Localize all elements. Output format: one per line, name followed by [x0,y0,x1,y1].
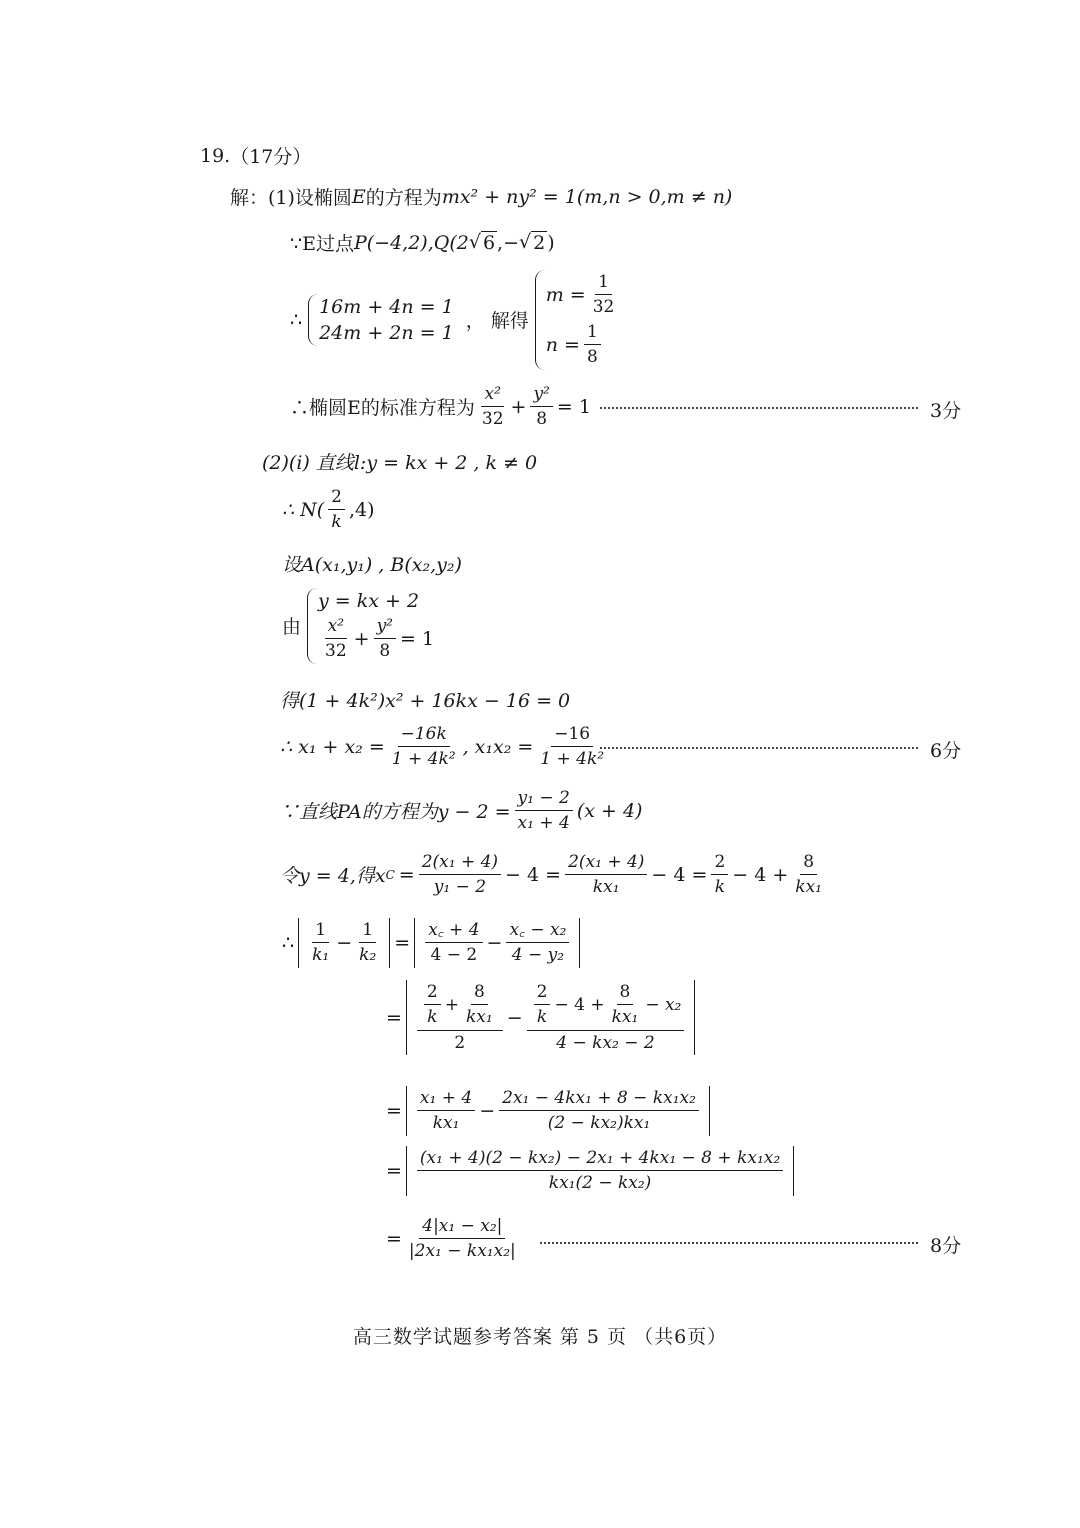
question-number: 19. [200,144,231,167]
dotted-leader-3 [600,407,918,409]
n2-tail: − x₂ [645,994,682,1015]
sqrt-2: √ 2 [519,231,546,254]
n1b-num: 8 [471,982,488,1005]
l4-num: (x₁ + 4)(2 − kx₂) − 2x₁ + 4kx₁ − 8 + kx₁x₂ [417,1148,783,1171]
std-prefix: ∴椭圆E的标准方程为 [290,397,475,420]
xc1-num: 2(x₁ + 4) [419,852,501,875]
between-sep: ,− [497,231,520,254]
system-row-1: 16m + 4n = 1 [319,295,454,318]
passes-points-line [290,229,555,256]
n-prefix: ∴ N( [282,498,325,521]
abs-nested [406,980,695,1055]
dotted-leader-6 [600,747,918,749]
xc-eq: = [398,863,415,886]
nx-den: k [331,512,342,533]
ellipse-condition: (m,n > 0,m ≠ n) [576,185,733,208]
pa-slope-fraction [515,788,573,834]
l3-frac-1 [417,1088,475,1134]
xc-line [280,852,829,898]
therefore-sign: ∴ [290,308,303,331]
n1-plus: + [444,994,459,1015]
final-num: 4|x₁ − x₂| [419,1216,505,1239]
eq-text: 的方程为 [365,187,442,209]
l3-minus: − [479,1099,496,1122]
standard-equation-line [290,384,591,430]
sqrt2-value: 2 [533,232,546,254]
sys-x2-num: x² [325,616,347,639]
point-n-line [282,487,375,533]
derivation-line-3 [386,1086,714,1136]
n-fraction [584,322,601,368]
l3f1-den: kx₁ [432,1113,460,1134]
xc4-num: 8 [800,852,817,875]
system-brace [308,294,460,346]
sys-eq: = 1 [400,627,435,650]
plus-sign: + [510,395,527,418]
deriv-therefore: ∴ [282,931,295,954]
line-pa [280,788,642,834]
y2-num: y² [530,384,552,407]
n2a-num: 2 [534,982,551,1005]
pa-den: x₁ + 4 [517,813,570,834]
l3-frac-2 [499,1088,699,1134]
l4-den: kx₁(2 − kx₂) [548,1173,652,1194]
n2b-num: 8 [617,982,634,1005]
n1a-num: 2 [424,982,441,1005]
sys-y2-num: y² [374,616,396,639]
n2a-den: k [536,1007,548,1028]
n2a [534,982,551,1028]
abs-minus: − [336,931,353,954]
n-postfix: ,4) [349,498,375,521]
m-den: 32 [592,297,615,318]
ling-text: 令y = 4,得x [280,865,386,888]
inv-k2-den: k₂ [359,945,377,966]
nested-frac-1 [417,982,503,1053]
slope2-den: 4 − y₂ [511,945,565,966]
slope-frac-2 [506,920,569,966]
quadratic-line [280,686,570,713]
ellipse-symbol: E [351,185,366,208]
xc-frac-3 [711,852,728,898]
n1b [463,982,496,1028]
inv-k1 [309,920,332,966]
dotted-leader-8 [540,1242,918,1244]
score-8: 8分 [930,1235,962,1257]
xc2-den: kx₁ [592,877,620,898]
vieta-line [280,724,611,770]
xc-frac-1 [419,852,501,898]
vieta-sum-lhs: ∴ x₁ + x₂ = [280,735,385,758]
xc-minus4-b: − 4 = [651,863,708,886]
xc-frac-2 [565,852,647,898]
deriv-eq-4: = [386,1159,402,1182]
vieta-prod-fraction [537,724,607,770]
system2-line [282,588,446,664]
n-x-fraction [328,487,345,533]
xc-minus4-a: − 4 = [505,863,562,886]
inv-k2 [356,920,379,966]
deriv-eq-2: = [386,1006,402,1029]
page-footer: 高三数学试题参考答案 第 5 页 （共6页） [352,1326,728,1348]
vieta-sum-fraction [389,724,459,770]
x2-over-32 [479,384,507,430]
n1a-den: k [427,1007,438,1028]
sqrt6-value: 6 [482,232,496,254]
part1-intro: 解：(1)设椭圆 [230,187,352,209]
m-lhs: m = [545,283,586,306]
solve-text: ， 解得 [465,310,529,333]
slope2-num: x꜀ − x₂ [506,920,569,943]
system-row-2: 24m + 2n = 1 [319,321,454,344]
n2b [609,982,642,1028]
solution-brace [535,270,628,370]
y2-den: 8 [536,409,548,430]
vieta-sum-num: −16k [398,724,450,747]
pa-num: y₁ − 2 [515,788,573,811]
m-fraction [590,272,618,318]
l3f2-num: 2x₁ − 4kx₁ + 8 − kx₁x₂ [499,1088,699,1111]
sys-y2-8 [374,616,396,662]
sys-plus: + [353,627,370,650]
quadratic-text: 得(1 + 4k²)x² + 16kx − 16 = 0 [280,690,571,712]
slope1-den: 4 − 2 [430,945,478,966]
system-solution-line [290,270,633,370]
line-l-definition [262,448,537,475]
point-p-q: P(−4,2),Q(2 [353,231,469,254]
xc1-den: y₁ − 2 [433,877,487,898]
nested2-num [527,982,685,1031]
deriv-eq-1: = [394,931,411,954]
m-num: 1 [595,272,612,295]
x2-num: x² [481,384,503,407]
nx-num: 2 [328,487,345,510]
n-num: 1 [584,322,601,345]
system2-row-2 [318,616,434,662]
final-den: |2x₁ − kx₁x₂| [408,1241,516,1262]
solution-m-row [546,272,622,318]
sys-x2-32 [322,616,350,662]
derivation-line-1 [282,918,584,968]
nested1-num [417,982,503,1031]
vieta-prod-num: −16 [551,724,593,747]
xc-subscript: C [385,867,395,882]
xc2-num: 2(x₁ + 4) [565,852,647,875]
question-header [200,142,311,169]
nested2-den: 4 − kx₂ − 2 [556,1032,655,1053]
xc4-den: kx₁ [795,877,822,898]
x2-den: 32 [481,409,504,430]
abs-minus-2: − [486,931,503,954]
question-points: （17分） [230,146,312,168]
n-den: 8 [586,347,598,368]
final-fraction [406,1216,519,1262]
y2-over-8 [530,384,552,430]
derivation-line-4 [386,1146,798,1196]
nested-minus: − [506,1006,523,1029]
score-3: 3分 [930,400,962,422]
xc3-num: 2 [711,852,728,875]
derivation-line-2 [386,980,699,1055]
system2-row-1: y = kx + 2 [318,590,420,612]
abs-k-diff [298,918,390,968]
system2-brace [307,588,440,664]
sys-y2-den: 8 [379,641,391,662]
slope1-num: x꜀ + 4 [425,920,482,943]
abs-line4 [406,1146,794,1196]
sqrt-6: √ 6 [468,231,496,254]
solution-n-row [546,322,622,368]
vieta-prod-den: 1 + 4k² [540,749,605,770]
inv-k2-num: 1 [359,920,376,943]
n2b-den: kx₁ [611,1007,639,1028]
part1-setup-line [230,183,732,210]
l3f1-num: x₁ + 4 [417,1088,475,1111]
derivation-line-5 [386,1216,523,1262]
l3f2-den: (2 − kx₂)kx₁ [547,1113,651,1134]
n2-mid: − 4 + [554,994,605,1015]
vieta-prod-lhs: , x₁x₂ = [462,735,534,758]
xc3-den: k [714,877,725,898]
pa-lhs: ∵直线PA的方程为y − 2 = [280,801,511,824]
inv-k1-num: 1 [312,920,329,943]
abs-line3 [406,1086,710,1136]
inv-k1-den: k₁ [312,945,330,966]
set-ab-text: 设A(x₁,y₁) , B(x₂,y₂) [282,554,462,576]
line-l-text: (2)(ⅰ) 直线l:y = kx + 2 , k ≠ 0 [262,452,538,474]
xc-frac-4 [792,852,825,898]
abs-slope-diff [414,918,580,968]
slope-frac-1 [425,920,482,966]
nested1-den: 2 [454,1032,466,1053]
l4-frac [417,1148,783,1194]
equals-one: = 1 [556,395,591,418]
vieta-sum-den: 1 + 4k² [391,749,456,770]
xc-minus4-plus: − 4 + [732,863,789,886]
set-ab-line [282,550,462,577]
n-lhs: n = [545,333,580,356]
close-paren: ) [547,231,555,254]
score-6: 6分 [930,740,962,762]
deriv-eq-5: = [386,1227,402,1250]
n1b-den: kx₁ [466,1007,493,1028]
you-text: 由 [282,616,302,639]
pa-rhs: (x + 4) [576,799,643,822]
sys-x2-den: 32 [325,641,347,662]
passes-prefix: ∵E过点 [290,233,354,255]
nested-frac-2 [527,982,685,1053]
ellipse-general-eq: mx² + ny² = 1 [441,185,577,208]
deriv-eq-3: = [386,1099,402,1122]
n1a [424,982,441,1028]
